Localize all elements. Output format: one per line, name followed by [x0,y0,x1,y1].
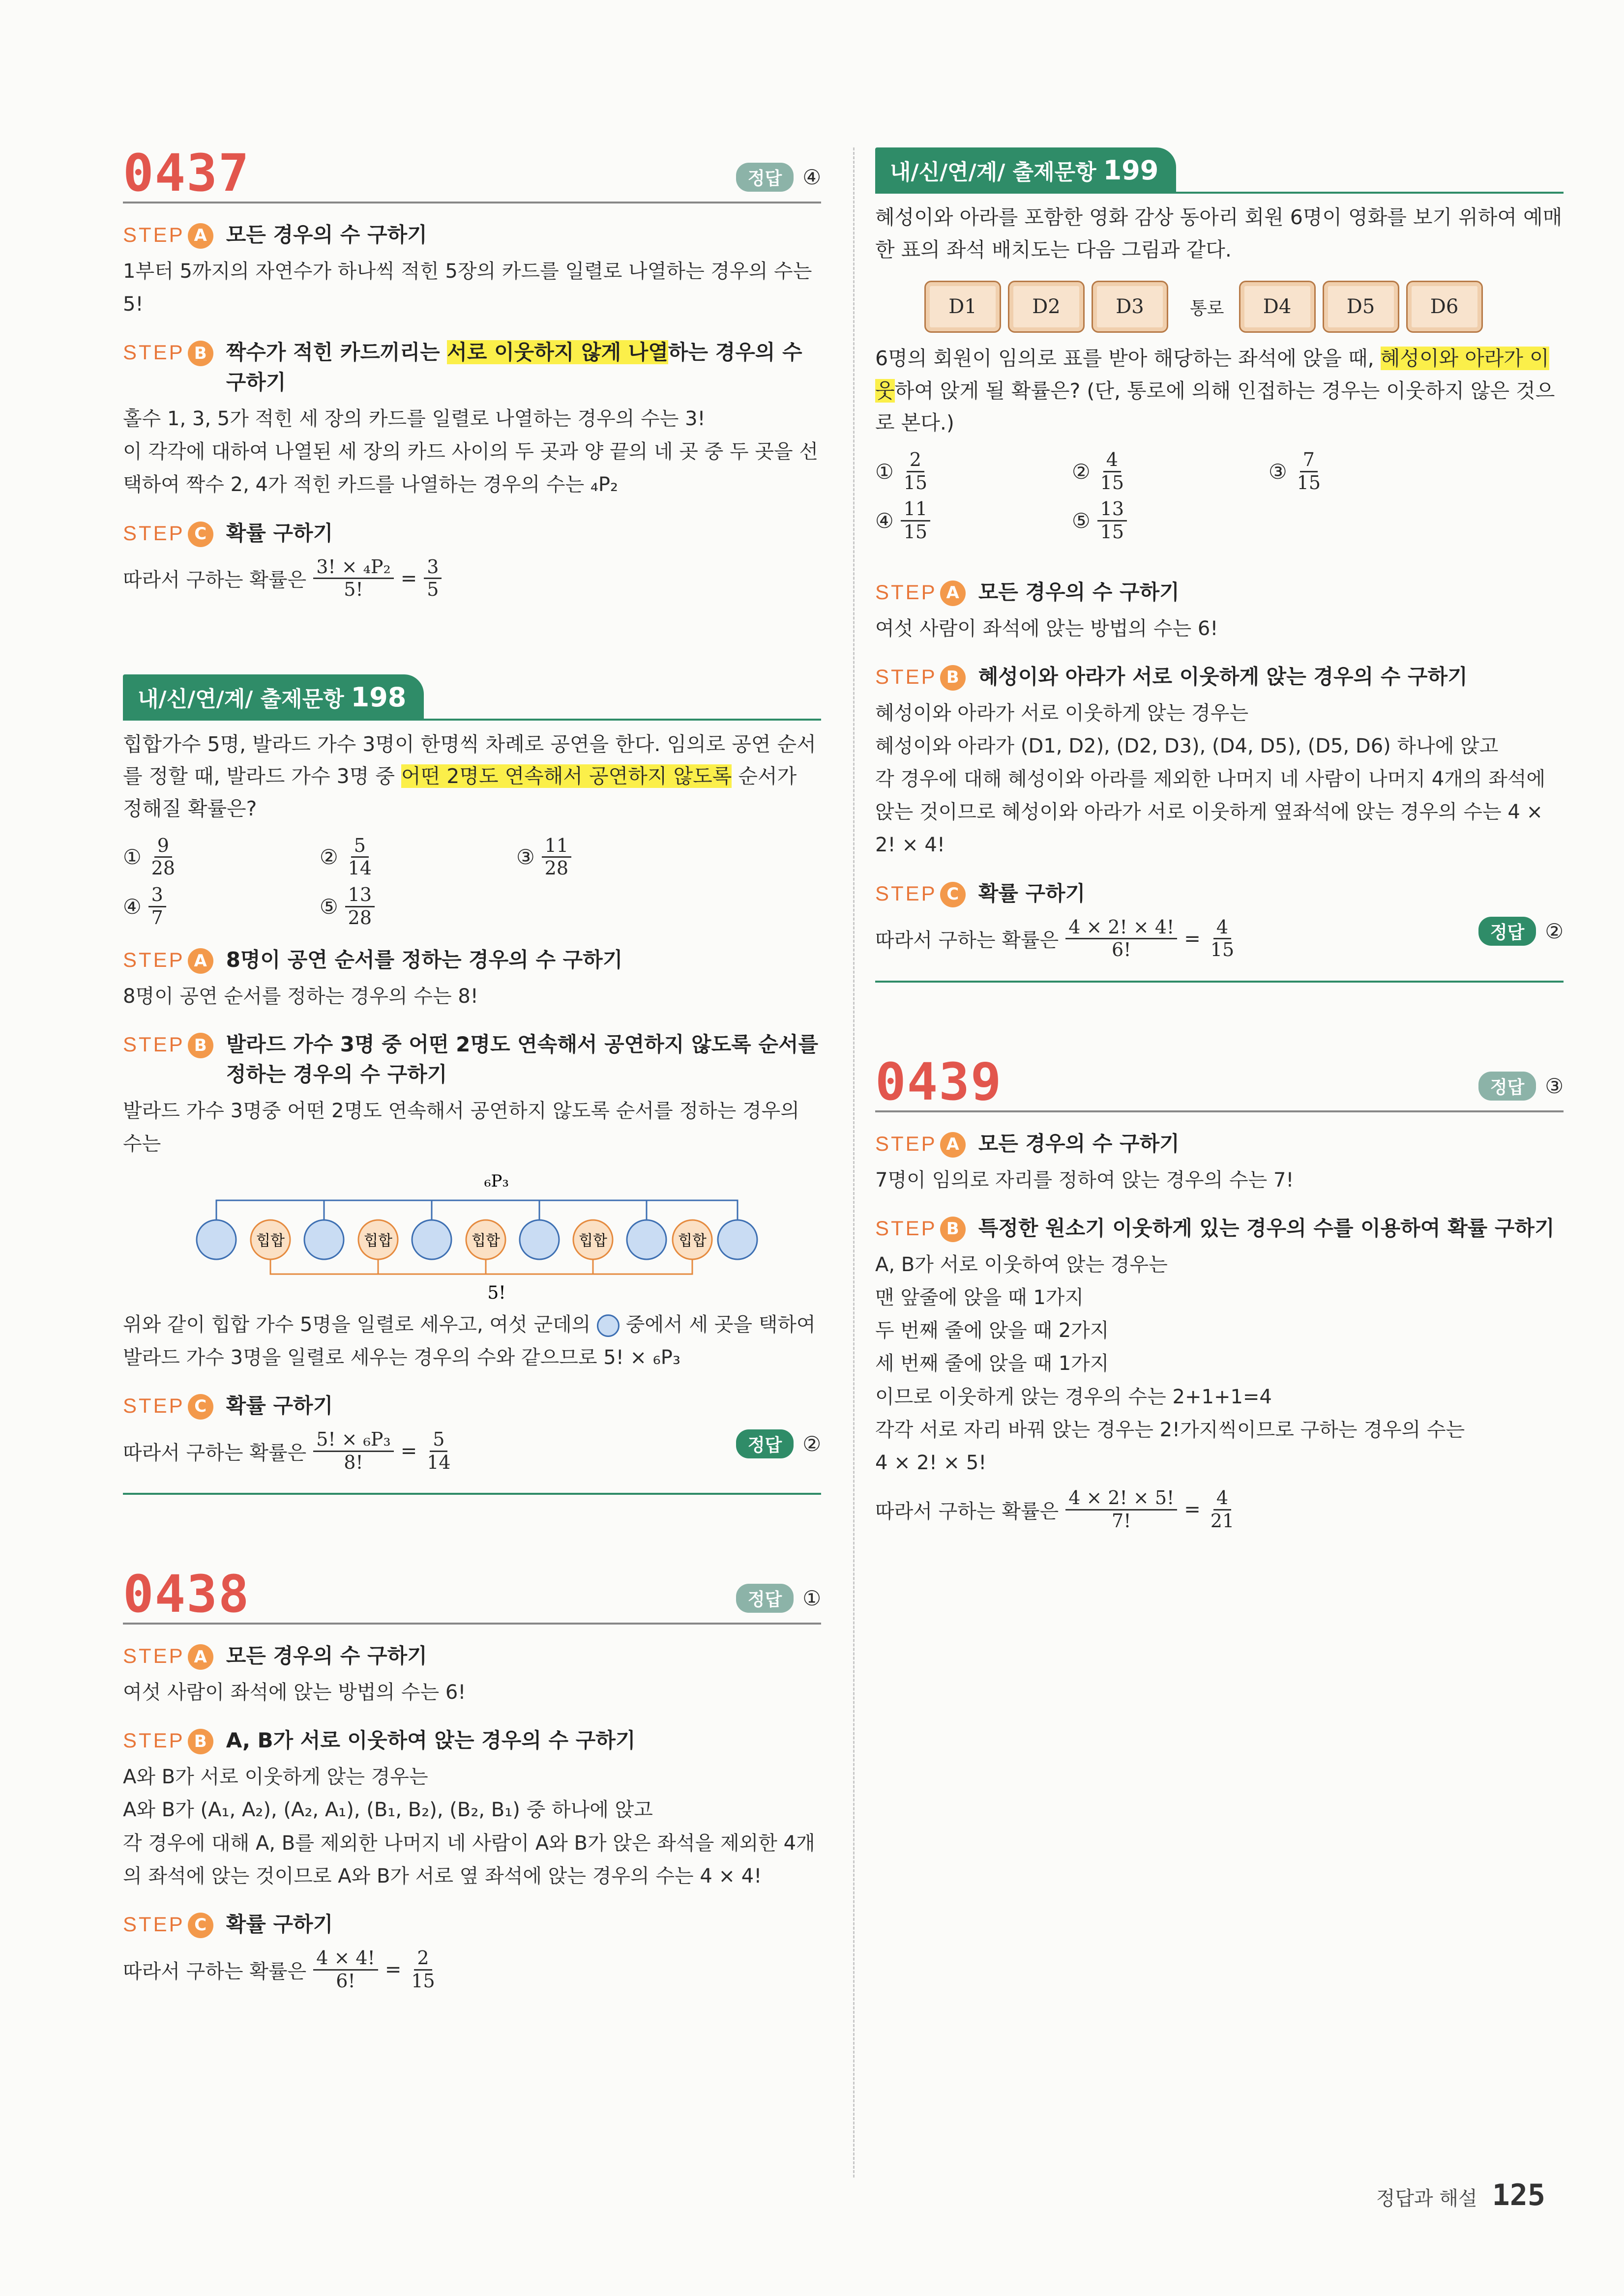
step-a [123,220,821,250]
bracket-line [270,1259,692,1274]
slot-circle [197,1220,236,1259]
step-label: STEP [123,341,185,364]
step-title: 8명이 공연 순서를 정하는 경우의 수 구하기 [226,948,623,972]
step-title: 확률 구하기 [226,521,333,545]
text-line: 각각 서로 자리 바꿔 앉는 경우는 2!가지씩이므로 구하는 경우의 수는 [875,1418,1465,1441]
step-b-body [123,1761,821,1893]
text-post: 중에서 세 곳을 택하여 발라드 가수 3명을 일렬로 세우는 경우의 수와 같으므로 5! × ₆P₃ [123,1313,816,1369]
step-b [123,1726,821,1756]
denominator: 14 [427,1451,451,1473]
text-line: 이 각각에 대하여 나열된 세 장의 카드 사이의 두 곳과 양 끝의 네 곳 중 두 곳을 선택하여 짝수 2, 4가 적힌 카드를 나열하는 경우의 수는 ₄P₂ [123,440,818,496]
fraction [313,1947,378,1992]
seat-d5: D5 [1323,281,1399,333]
numerator: 4 [1103,449,1121,472]
problem-0437 [123,143,821,601]
text-line: 각 경우에 대해 A, B를 제외한 나머지 네 사람이 A와 B가 앉은 좌석을 제외한 4개의 좌석에 앉는 것이므로 A와 B가 서로 옆 좌석에 앉는 경우의 수는 4 × 4! [123,1831,815,1888]
choice-mark: ④ [123,894,142,919]
fraction [1208,917,1237,961]
numerator: 3 [424,556,442,580]
denominator: 15 [1100,471,1124,494]
problem-number: 0438 [123,1564,250,1625]
bracket-line [324,1200,647,1220]
step-a [875,578,1564,608]
choice-mark: ③ [516,845,535,870]
answer-tag [736,1584,821,1613]
diagram-bottom-label: 5! [487,1282,506,1303]
step-label: STEP [123,1033,185,1056]
answer-badge: 정답 [1478,1072,1536,1101]
seat-d1: D1 [924,281,1001,333]
probability-result [123,1947,821,1992]
probability-result [123,556,821,601]
step-b [123,338,821,398]
step-c [123,1391,821,1421]
step-letter: B [940,1217,966,1242]
fraction [1065,1487,1177,1532]
slot-circle [627,1220,666,1259]
text-line: 세 번째 줄에 앉을 때 1가지 [875,1352,1109,1375]
question-text [123,728,821,825]
seat-d2: D2 [1008,281,1085,333]
linked-question-199 [875,147,1564,983]
denominator: 6! [1112,939,1131,961]
section-rule [123,1493,821,1495]
numerator: 4 × 2! × 4! [1065,917,1177,940]
denominator: 15 [1297,471,1321,494]
question-text: 혜성이와 아라를 포함한 영화 감상 동아리 회원 6명이 영화를 보기 위하여 예매한 표의 좌석 배치도는 다음 그림과 같다. [875,205,1563,262]
problem-header [123,143,821,203]
footer-label: 정답과 해설 [1376,2187,1477,2210]
denominator: 15 [411,1970,435,1992]
numerator: 4 × 2! × 5! [1065,1487,1177,1511]
answer-value: ③ [1545,1074,1564,1098]
answer-tag [1478,917,1564,946]
numerator: 2 [414,1947,432,1971]
denominator: 7! [1112,1510,1131,1532]
answer-tag [1478,1072,1564,1101]
step-letter: C [188,522,213,547]
fraction [148,884,166,929]
denominator: 6! [336,1970,355,1992]
seat-d4: D4 [1239,281,1316,333]
step-title: 확률 구하기 [226,1912,333,1936]
numerator: 5 [430,1429,447,1452]
seat-d6: D6 [1406,281,1483,333]
choice-mark: ② [1072,459,1091,484]
answer-badge: 정답 [1478,917,1536,946]
numerator: 4 × 4! [313,1947,378,1971]
step-a-body: 7명이 임의로 자리를 정하여 앉는 경우의 수는 7! [875,1168,1294,1192]
fraction [408,1947,438,1992]
step-title: 혜성이와 아라가 서로 이웃하게 앉는 경우의 수 구하기 [978,664,1468,689]
fraction [148,835,178,879]
step-title: 모든 경우의 수 구하기 [226,223,427,247]
text-line: A와 B가 서로 이웃하게 앉는 경우는 [123,1766,428,1789]
step-b-body [875,697,1564,862]
numerator: 4 [1213,1487,1231,1511]
result-row [875,909,1564,961]
step-label: STEP [875,881,937,905]
step-label: STEP [123,521,185,545]
numerator: 5! × ₆P₃ [313,1429,393,1452]
denominator: 28 [348,906,372,929]
problem-0439 [875,1051,1564,1532]
step-label: STEP [123,1644,185,1668]
fraction [542,835,571,879]
denominator: 5! [344,579,363,601]
diagram-top-label: ₆P₃ [484,1171,509,1191]
question-post: 하여 앉게 될 확률은? (단, 통로에 의해 인접하는 경우는 이웃하지 않은 것으로 본다.) [875,378,1555,435]
step-label: STEP [875,665,937,688]
step-letter: B [188,341,213,366]
fraction [1294,449,1324,494]
question-number: 199 [1103,155,1159,186]
numerator: 9 [154,835,172,858]
fraction [1065,917,1177,961]
fraction [313,556,393,601]
numerator: 11 [901,498,930,522]
step-b-body [875,1249,1564,1480]
step-letter: C [940,882,966,907]
step-c [875,879,1564,909]
choice-mark: ③ [1269,459,1287,484]
step-letter: B [940,665,966,691]
denominator: 8! [344,1451,363,1473]
choice-2 [1072,449,1269,494]
numerator: 13 [345,884,375,907]
question-pre: 힙합가수 5명, 발라드 가수 3명이 한명씩 차례로 공연을 한다. 임의로 공연 순서를 정할 때, 발라드 가수 3명 중 [123,732,816,788]
highlight-text: 서로 이웃하지 않게 나열 [447,340,668,365]
problem-number: 0439 [875,1051,1003,1112]
answer-badge: 정답 [736,163,794,192]
step-label: STEP [875,1216,937,1240]
text-line: 맨 앞줄에 앉을 때 1가지 [875,1286,1084,1309]
denominator: 5 [427,579,439,601]
text-line: 따라서 구하는 확률은 [875,929,1059,952]
choice-mark: ① [875,459,894,484]
page-number: 125 [1492,2178,1545,2212]
text-line: 이므로 이웃하게 앉는 경우의 수는 2+1+1=4 [875,1385,1272,1408]
step-b-body [123,403,821,502]
choice-2 [320,835,516,879]
step-label: STEP [123,948,185,972]
numerator: 13 [1097,498,1127,522]
step-title: 확률 구하기 [226,1394,333,1418]
choice-5 [1072,498,1269,543]
slot-circle [412,1220,451,1259]
step-c [123,1910,821,1940]
arrangement-diagram [152,1166,792,1304]
source-banner [123,674,821,721]
fraction [424,1429,453,1473]
fraction [313,1429,393,1473]
step-label: STEP [123,1913,185,1936]
hiphop-label: 힙합 [579,1232,607,1250]
step-b-body-2 [123,1308,821,1374]
text-line: 혜성이와 아라가 (D1, D2), (D2, D3), (D4, D5), (D5, D6) 하나에 앉고 [875,734,1499,757]
step-b [123,1030,821,1090]
step-letter: A [940,1132,966,1158]
step-title: 확률 구하기 [978,881,1086,905]
choice-4 [123,884,320,929]
denominator: 15 [1100,521,1124,543]
step-letter: B [188,1033,213,1058]
step-title: 특정한 원소기 이웃하게 있는 경우의 수를 이용하여 확률 구하기 [978,1216,1555,1240]
step-title-pre: 짝수가 적힌 카드끼리는 [226,340,447,365]
probability-result [875,1487,1564,1532]
text-line: 각 경우에 대해 혜성이와 아라를 제외한 나머지 네 사람이 나머지 4개의 좌석에 앉는 것이므로 혜성이와 아라가 서로 이웃하게 옆좌석에 앉는 경우의 수는 4 × 2! × 4! [875,768,1546,857]
slot-circle-icon [597,1314,620,1337]
highlight-text: 혜성이와 아라가 이웃 [875,347,1549,403]
choice-list [875,449,1564,543]
step-label: STEP [123,1729,185,1752]
choice-mark: ① [123,845,142,870]
choice-1 [875,449,1072,494]
step-letter: A [188,223,213,249]
denominator: 28 [544,857,569,879]
answer-tag [736,163,821,192]
step-title: 발라드 가수 3명 중 어떤 2명도 연속해서 공연하지 않도록 순서를 정하는 경우의 수 구하기 [226,1032,819,1087]
text-line: A와 B가 (A₁, A₂), (A₂, A₁), (B₁, B₂), (B₂, B₁) 중 하나에 앉고 [123,1799,653,1822]
numerator: 2 [907,449,924,472]
text-line: 혜성이와 아라가 서로 이웃하게 앉는 경우는 [875,701,1249,725]
step-c [123,519,821,549]
choice-mark: ④ [875,509,894,533]
answer-value: ④ [802,165,821,189]
step-letter: B [188,1729,213,1754]
denominator: 14 [348,857,372,879]
numerator: 3! × ₄P₂ [313,556,393,580]
step-title: 모든 경우의 수 구하기 [978,580,1180,604]
page-footer [1376,2178,1545,2212]
probability-result [875,917,1239,961]
problem-header [875,1051,1564,1112]
step-title-post: 하는 경우의 수 구하기 [226,340,802,395]
step-a-body: 여섯 사람이 좌석에 앉는 방법의 수는 6! [875,617,1218,640]
step-a [123,1641,821,1671]
step-b [875,662,1564,692]
hiphop-label: 힙합 [364,1232,392,1250]
seat-map [924,281,1564,333]
choice-mark: ⑤ [1072,509,1091,533]
highlight-text: 어떤 2명도 연속해서 공연하지 않도록 [401,764,732,788]
step-a [123,945,821,975]
fraction [345,884,375,929]
text-line: 따라서 구하는 확률은 [123,1960,307,1983]
text-line: A, B가 서로 이웃하여 앉는 경우는 [875,1253,1168,1276]
answer-badge: 정답 [736,1584,794,1613]
question-pre: 6명의 회원이 임의로 표를 받아 해당하는 좌석에 앉을 때, [875,347,1381,371]
step-title: 모든 경우의 수 구하기 [978,1131,1180,1156]
probability-result [123,1429,456,1473]
equals-sign: = [1184,1498,1201,1521]
step-a-body: 8명이 공연 순서를 정하는 경우의 수는 8! [123,985,478,1008]
equals-sign: = [400,1440,417,1463]
fraction [901,449,930,494]
bracket-line [216,1200,738,1220]
step-title: 모든 경우의 수 구하기 [226,1644,427,1668]
equals-sign: = [1184,927,1201,950]
denominator: 15 [1210,939,1235,961]
text-line: 따라서 구하는 확률은 [875,1500,1059,1523]
choice-mark: ② [320,845,338,870]
source-tab [123,674,424,719]
numerator: 7 [1300,449,1318,472]
hiphop-label: 힙합 [678,1232,707,1250]
seat-d3: D3 [1092,281,1168,333]
answer-tag [736,1429,821,1458]
question-text-2 [875,343,1564,439]
source-banner [875,147,1564,194]
answer-value: ② [1545,919,1564,944]
text-line: 홀수 1, 3, 5가 적힌 세 장의 카드를 일렬로 나열하는 경우의 수는 3! [123,407,706,431]
step-letter: A [188,948,213,974]
step-letter: A [940,581,966,606]
question-post: 순서가 정해질 확률은? [123,764,797,821]
step-a [875,1129,1564,1159]
problem-number: 0437 [123,143,250,203]
fraction [901,498,930,543]
hiphop-label: 힙합 [256,1232,285,1250]
step-label: STEP [875,580,937,604]
answer-value: ① [802,1586,821,1611]
choice-mark: ⑤ [320,894,338,919]
answer-badge: 정답 [736,1429,794,1458]
source-label: 내/신/연/계/ 출제문항 [890,160,1096,185]
step-b [875,1214,1564,1244]
choice-5 [320,884,516,929]
slot-circle [304,1220,344,1259]
column-divider [853,147,855,2178]
text-line: 따라서 구하는 확률은 [123,1441,307,1464]
text-line: 4 × 2! × 5! [875,1451,987,1474]
source-label: 내/신/연/계/ 출제문항 [138,686,344,712]
choice-1 [123,835,320,879]
step-letter: A [188,1644,213,1670]
numerator: 11 [542,835,571,858]
aisle-label: 통로 [1190,298,1224,319]
equals-sign: = [400,567,417,590]
equals-sign: = [384,1958,402,1981]
choice-4 [875,498,1072,543]
choice-3 [1269,449,1465,494]
step-title [226,338,821,398]
answer-value: ② [802,1431,821,1456]
text-line: 두 번째 줄에 앉을 때 2가지 [875,1319,1109,1342]
problem-header [123,1564,821,1625]
numerator: 5 [351,835,369,858]
left-column [123,143,821,1992]
denominator: 15 [903,471,928,494]
fraction [424,556,442,601]
fraction [345,835,375,879]
text-pre: 위와 같이 힙합 가수 5명을 일렬로 세우고, 여섯 군데의 [123,1313,591,1336]
slot-circle [718,1220,757,1259]
fraction [1208,1487,1237,1532]
denominator: 7 [151,906,163,929]
step-a-body: 여섯 사람이 좌석에 앉는 방법의 수는 6! [123,1681,466,1704]
fraction [1097,498,1127,543]
slot-circle [520,1220,559,1259]
step-label: STEP [875,1132,937,1155]
section-rule [875,981,1564,983]
fraction [1097,449,1127,494]
result-row [123,1421,821,1473]
step-label: STEP [123,1394,185,1418]
step-label: STEP [123,223,185,246]
step-letter: C [188,1394,213,1420]
step-a-body: 1부터 5까지의 자연수가 하나씩 적힌 5장의 카드를 일렬로 나열하는 경우의 수는 5! [123,260,812,316]
hiphop-label: 힙합 [472,1232,500,1250]
linked-question-198 [123,674,821,1495]
denominator: 15 [903,521,928,543]
denominator: 28 [151,857,176,879]
choice-3 [516,835,713,879]
right-column [875,147,1564,1532]
source-tab [875,147,1176,192]
choice-list [123,835,821,929]
step-title: A, B가 서로 이웃하여 앉는 경우의 수 구하기 [226,1728,636,1753]
question-number: 198 [351,681,407,713]
problem-0438 [123,1564,821,1992]
numerator: 4 [1213,917,1231,940]
text-line: 따라서 구하는 확률은 [123,569,307,592]
step-b-body: 발라드 가수 3명중 어떤 2명도 연속해서 공연하지 않도록 순서를 정하는 경우의 수는 [123,1100,799,1156]
denominator: 21 [1210,1510,1235,1532]
numerator: 3 [148,884,166,907]
step-letter: C [188,1913,213,1938]
